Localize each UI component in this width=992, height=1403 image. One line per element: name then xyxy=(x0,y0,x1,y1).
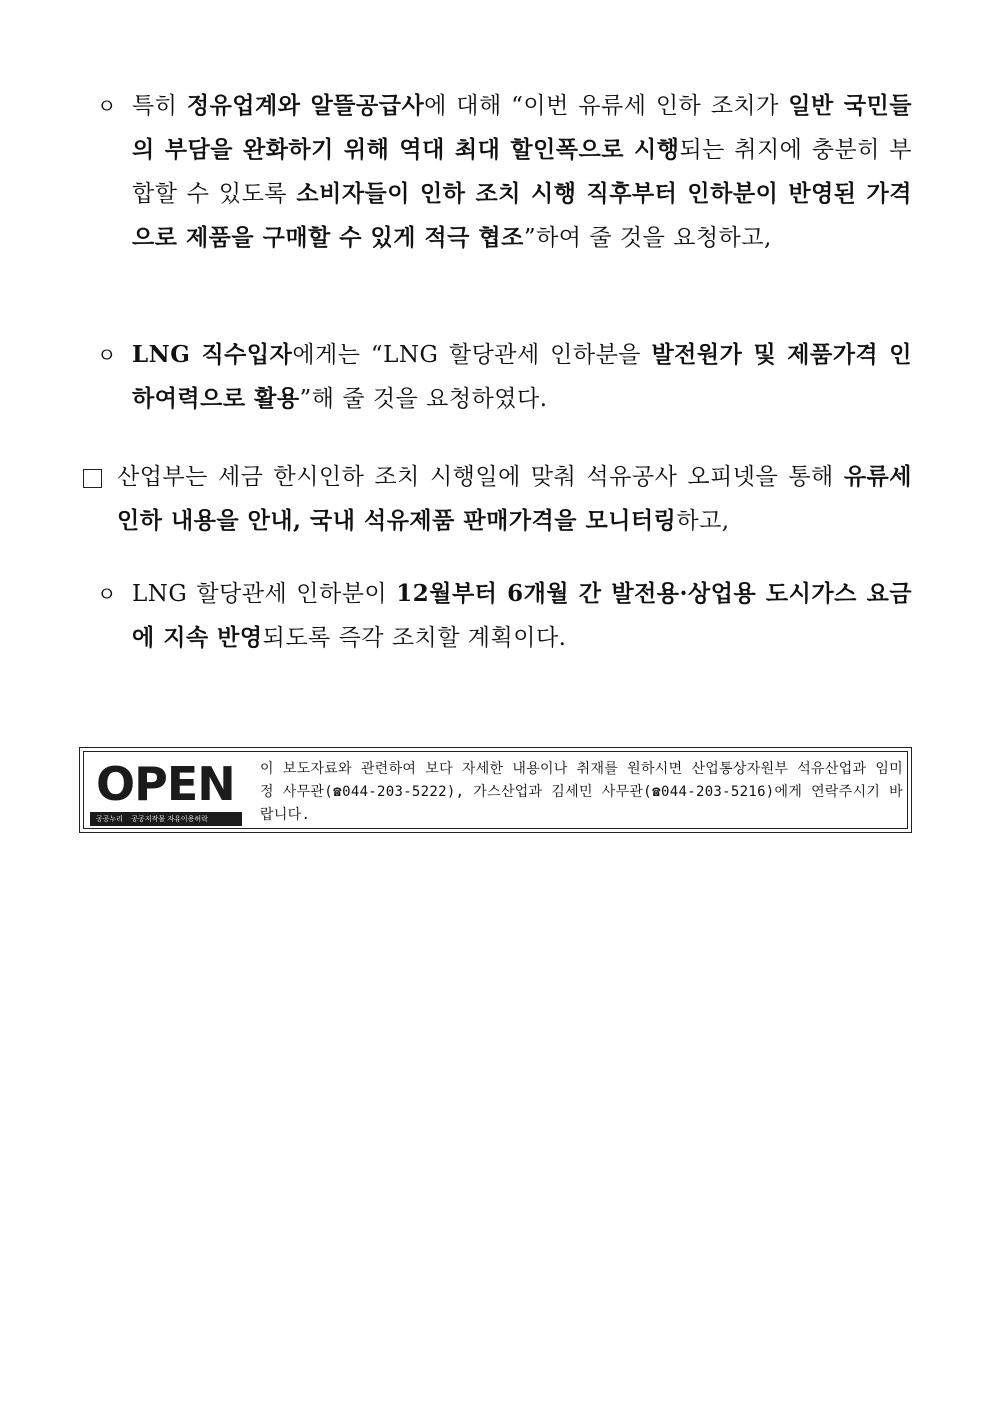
paragraph-2-bold: 발전원가 및 제품가격 인하여력으로 활용 xyxy=(132,341,912,412)
paragraph-2-bold: LNG 직수입자 xyxy=(132,341,293,368)
bullet-2-marker: ㅇ xyxy=(97,343,117,367)
open-logo-word xyxy=(96,758,235,810)
paragraph-1 xyxy=(132,84,912,260)
open-logo-strip xyxy=(90,812,242,826)
checkbox-square-marker xyxy=(83,469,102,488)
paragraph-1-bold: 일반 국민들의 부담을 완화하기 위해 역대 최대 할인폭으로 시행 xyxy=(132,92,912,163)
contact-box-inner xyxy=(83,751,908,829)
paragraph-2 xyxy=(132,333,912,421)
paragraph-1-text: 되는 취지에 충분히 부합할 수 있도록 xyxy=(132,137,912,207)
paragraph-4 xyxy=(132,572,912,660)
contact-text: 이 보도자료와 관련하여 보다 자세한 내용이나 취재를 원하시면 산업통상자원부 석유산업과 임미정 사무관(☎044-203-5222), 가스산업과 김세민 사무관(☎044-203-5216)에게 연락주시기 바랍니다. xyxy=(260,761,903,823)
paragraph-2-text: ”해 줄 것을 요청하였다. xyxy=(299,386,548,412)
paragraph-4-text: LNG 할당관세 인하분이 xyxy=(132,581,397,607)
open-logo-strip-left: 공공누리 xyxy=(96,815,124,823)
paragraph-3 xyxy=(117,455,912,543)
bullet-4-marker: ㅇ xyxy=(97,582,117,606)
paragraph-1-bold: 정유업계와 알뜰공급사 xyxy=(186,92,425,119)
paragraph-4-bold: 12월부터 6개월 간 발전용·상업용 도시가스 요금에 지속 반영 xyxy=(132,580,913,651)
paragraph-2-text: 에게는 “LNG 할당관세 인하분을 xyxy=(292,342,652,368)
paragraph-1-text: 에 대해 “이번 유류세 인하 조치가 xyxy=(424,93,789,119)
paragraph-1-bold: 소비자들이 인하 조치 시행 직후부터 인하분이 반영된 가격으로 제품을 구매할 수 있게 적극 협조 xyxy=(132,180,912,251)
paragraph-1-text: 특히 xyxy=(132,93,187,119)
open-logo-text: OPEN xyxy=(96,757,235,811)
paragraph-3-text: 산업부는 세금 한시인하 조치 시행일에 맞춰 석유공사 오피넷을 통해 xyxy=(117,464,844,490)
paragraph-4-text: 되도록 즉각 조치할 계획이다. xyxy=(262,625,567,651)
paragraph-3-bold: 유류세 인하 내용을 안내, 국내 석유제품 판매가격을 모니터링 xyxy=(117,463,912,534)
open-logo-strip-right: 공공저작물 자유이용허락 xyxy=(131,815,208,823)
paragraph-1-text: ”하여 줄 것을 요청하고, xyxy=(523,225,772,251)
bullet-1-marker: ㅇ xyxy=(97,94,117,118)
open-license-logo xyxy=(86,758,246,828)
contact-box xyxy=(79,747,912,833)
paragraph-3-text: 하고, xyxy=(676,508,730,534)
